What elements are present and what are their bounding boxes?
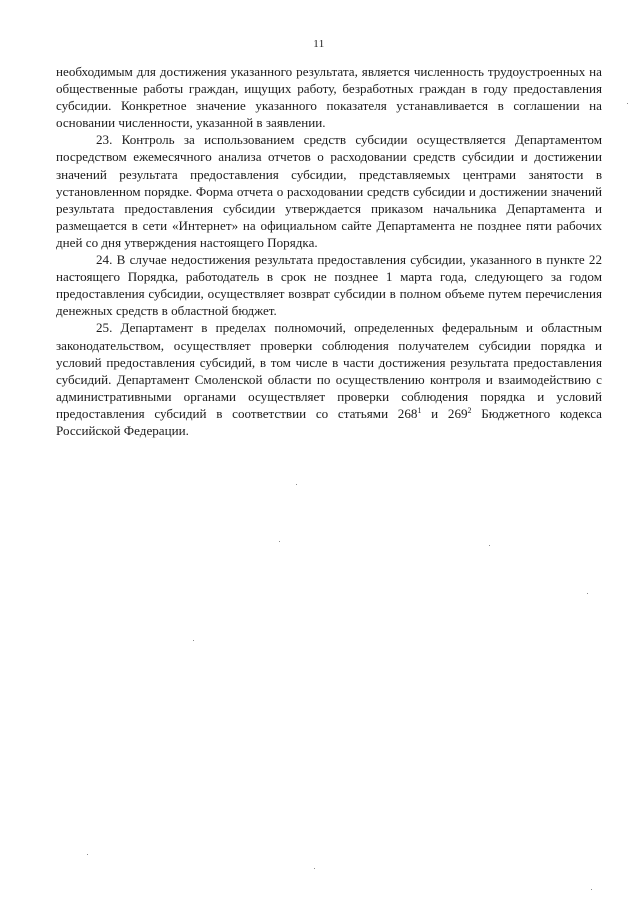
document-body — [56, 63, 602, 439]
page-number: 11 — [313, 38, 325, 50]
scan-speck — [296, 484, 297, 485]
paragraph-23: 23. Контроль за использованием средств субсидии осуществляется Департаментом посредством ежемесячного анализа отчетов о расходовании средств субсидии и достижении значений результата предоставления субсидии, представляемых центрами занятости в установленном порядке. Форма отчета о расходовании средств субсидии и достижении значений результата предоставления субсидии утверждается приказом начальника Департамента и размещается в сети «Интернет» на официальном сайте Департамента не позднее пяти рабочих дней со дня утверждения настоящего Порядка. — [56, 132, 602, 250]
scan-speck — [627, 103, 628, 104]
scan-speck — [591, 889, 592, 890]
scan-speck — [587, 593, 588, 594]
paragraph-24: 24. В случае недостижения результата предоставления субсидии, указанного в пункте 22 настоящего Порядка, работодатель в срок не позднее 1 марта года, следующего за годом предоставления субсидии, осуществляет возврат субсидии в полном объеме путем перечисления денежных средств в областной бюджет. — [56, 252, 602, 319]
scan-speck — [489, 545, 490, 546]
paragraph-25-text-middle: и 269 — [421, 405, 468, 421]
paragraph-continuation: необходимым для достижения указанного результата, является численность трудоустроенных на общественные работы граждан, ищущих работу, безработных граждан в году предоставления субсидии. Конкретное значение указанного показателя устанавливается в соглашении на основании численности, указанной в заявлении. — [56, 64, 602, 131]
scan-speck — [193, 640, 194, 641]
superscript-1: 1 — [417, 405, 422, 415]
scan-speck — [279, 541, 280, 542]
scan-speck — [314, 868, 315, 869]
paragraph-25 — [56, 319, 602, 439]
scan-speck — [87, 854, 88, 855]
paragraph-25-text: 25. Департамент в пределах полномочий, определенных федеральным и областным законодательством, осуществляет проверки соблюдения получателем субсидии порядка и условий предоставления субсидий, в том числе в части достижения результата предоставления субсидий. Департамент Смоленской области по осуществлению контроля и взаимодействию с административными органами осуществляет проверки соблюдения порядка и условий предоставления субсидий в соответствии со статьями 268 — [56, 320, 602, 421]
superscript-2: 2 — [467, 405, 472, 415]
paragraph-25-text-end: Бюджетного кодекса Российской Федерации. — [56, 405, 602, 438]
